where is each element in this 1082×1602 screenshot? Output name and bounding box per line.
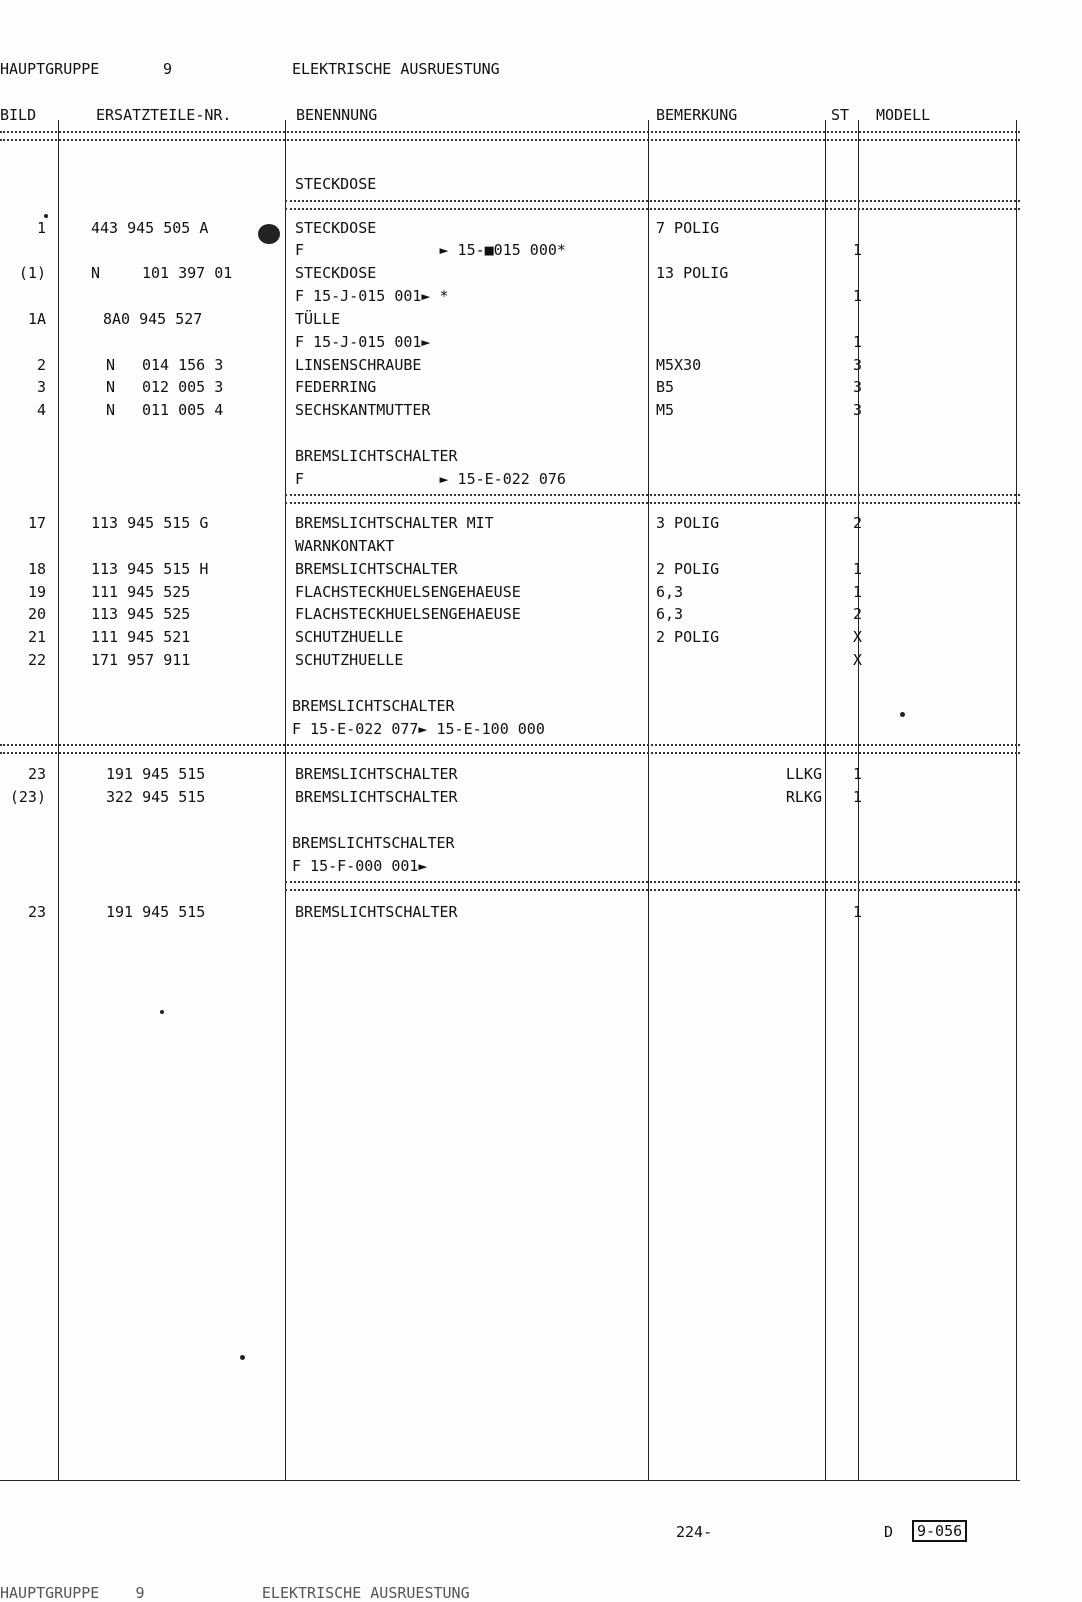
quantity: 1 xyxy=(852,560,862,578)
bild: 1A xyxy=(27,310,46,328)
remark: 13 POLIG xyxy=(656,264,729,282)
section-separator xyxy=(285,881,1020,891)
part-number: 113 945 525 xyxy=(91,605,191,623)
scan-speck xyxy=(258,224,280,244)
production-range: F 15-J-015 001► * xyxy=(295,287,449,305)
header-separator xyxy=(0,131,1020,141)
part-name: SCHUTZHUELLE xyxy=(295,628,404,646)
part-name: BREMSLICHTSCHALTER xyxy=(295,903,458,921)
bild: 19 xyxy=(27,583,46,601)
table-row xyxy=(0,356,1082,379)
col-header-part-no: ERSATZTEILE-NR. xyxy=(96,106,232,124)
col-header-name: BENENNUNG xyxy=(296,106,378,124)
table-row xyxy=(0,333,1082,356)
part-number: 011 005 4 xyxy=(142,401,224,419)
part-name: STECKDOSE xyxy=(295,264,377,282)
bild: 1 xyxy=(36,219,46,237)
remark: M5X30 xyxy=(656,356,702,374)
group-label: HAUPTGRUPPE xyxy=(0,60,100,78)
table-row xyxy=(0,788,1082,811)
section-separator xyxy=(285,494,1020,504)
bild: 2 xyxy=(36,356,46,374)
table-row xyxy=(0,560,1082,583)
table-row xyxy=(0,219,1082,242)
part-name: BREMSLICHTSCHALTER xyxy=(295,765,458,783)
part-name: SECHSKANTMUTTER xyxy=(295,401,431,419)
production-range: F ► 15-■015 000* xyxy=(295,241,566,259)
quantity: 1 xyxy=(852,788,862,806)
table-row xyxy=(0,651,1082,674)
section-subtitle: F 15-E-022 077► 15-E-100 000 xyxy=(292,720,545,738)
quantity: 1 xyxy=(852,765,862,783)
scan-speck xyxy=(44,214,48,218)
bild: 23 xyxy=(27,765,46,783)
quantity: X xyxy=(852,628,862,646)
bild: (1) xyxy=(18,264,46,282)
part-prefix: N xyxy=(106,401,116,419)
part-name: SCHUTZHUELLE xyxy=(295,651,404,669)
next-page-header: HAUPTGRUPPE 9 ELEKTRISCHE AUSRUESTUNG xyxy=(0,1584,470,1602)
page-number: 224- xyxy=(676,1523,713,1541)
table-row xyxy=(0,310,1082,333)
quantity: 1 xyxy=(852,241,862,259)
quantity: 3 xyxy=(852,401,862,419)
quantity: X xyxy=(852,651,862,669)
part-number: 014 156 3 xyxy=(142,356,224,374)
bild: 3 xyxy=(36,378,46,396)
quantity: 3 xyxy=(852,378,862,396)
col-header-qty: ST xyxy=(831,106,850,124)
bild: 18 xyxy=(27,560,46,578)
side-code: LLKG xyxy=(785,765,822,783)
remark: B5 xyxy=(656,378,675,396)
table-row xyxy=(0,514,1082,537)
group-number: 9 xyxy=(163,60,173,78)
part-number: 191 945 515 xyxy=(106,765,206,783)
bild: 4 xyxy=(36,401,46,419)
table-row xyxy=(0,537,1082,560)
part-name: STECKDOSE xyxy=(295,219,377,237)
quantity: 1 xyxy=(852,583,862,601)
bild: 20 xyxy=(27,605,46,623)
remark: 2 POLIG xyxy=(656,560,720,578)
remark: 3 POLIG xyxy=(656,514,720,532)
table-row xyxy=(0,903,1082,926)
bottom-rule xyxy=(0,1480,1020,1481)
section-subtitle: F ► 15-E-022 076 xyxy=(295,470,566,488)
quantity: 2 xyxy=(852,605,862,623)
remark: 2 POLIG xyxy=(656,628,720,646)
part-number: 012 005 3 xyxy=(142,378,224,396)
bild: 22 xyxy=(27,651,46,669)
section-title: BREMSLICHTSCHALTER xyxy=(292,697,455,715)
part-name: BREMSLICHTSCHALTER MIT xyxy=(295,514,494,532)
part-name: TÜLLE xyxy=(295,310,341,328)
part-name-continued: WARNKONTAKT xyxy=(295,537,395,555)
section-title: BREMSLICHTSCHALTER xyxy=(292,834,455,852)
quantity: 3 xyxy=(852,356,862,374)
remark: M5 xyxy=(656,401,675,419)
part-number: 111 945 525 xyxy=(91,583,191,601)
bild: 21 xyxy=(27,628,46,646)
col-header-remark: BEMERKUNG xyxy=(656,106,738,124)
table-row xyxy=(0,287,1082,310)
table-row xyxy=(0,583,1082,606)
part-number: 113 945 515 G xyxy=(91,514,209,532)
remark: 6,3 xyxy=(656,583,684,601)
part-prefix: N xyxy=(91,264,101,282)
bild: 23 xyxy=(27,903,46,921)
table-row xyxy=(0,241,1082,264)
col-header-model: MODELL xyxy=(876,106,931,124)
part-number: 111 945 521 xyxy=(91,628,191,646)
part-number: 322 945 515 xyxy=(106,788,206,806)
section-title: BREMSLICHTSCHALTER xyxy=(295,447,458,465)
remark: 7 POLIG xyxy=(656,219,720,237)
part-number: 171 957 911 xyxy=(91,651,191,669)
scan-speck xyxy=(900,712,905,717)
page-reference: 9-056 xyxy=(912,1520,967,1542)
part-prefix: N xyxy=(106,356,116,374)
section-title: STECKDOSE xyxy=(295,175,377,193)
production-range: F 15-J-015 001► xyxy=(295,333,431,351)
section-subtitle: F 15-F-000 001► xyxy=(292,857,428,875)
table-row xyxy=(0,628,1082,651)
part-name: LINSENSCHRAUBE xyxy=(295,356,422,374)
side-code: RLKG xyxy=(785,788,822,806)
group-title: ELEKTRISCHE AUSRUESTUNG xyxy=(292,60,500,78)
quantity: 1 xyxy=(852,287,862,305)
part-number: 113 945 515 H xyxy=(91,560,209,578)
bild: (23) xyxy=(9,788,46,806)
table-row xyxy=(0,378,1082,401)
part-name: BREMSLICHTSCHALTER xyxy=(295,788,458,806)
part-name: FEDERRING xyxy=(295,378,377,396)
section-separator xyxy=(0,744,1020,754)
quantity: 2 xyxy=(852,514,862,532)
part-number: 101 397 01 xyxy=(142,264,233,282)
scan-speck xyxy=(160,1010,164,1014)
bild: 17 xyxy=(27,514,46,532)
table-row xyxy=(0,401,1082,424)
table-row xyxy=(0,765,1082,788)
language-code: D xyxy=(884,1523,894,1541)
part-name: FLACHSTECKHUELSENGEHAEUSE xyxy=(295,583,521,601)
part-number: 443 945 505 A xyxy=(91,219,209,237)
table-row xyxy=(0,605,1082,628)
section-separator xyxy=(285,200,1020,210)
remark: 6,3 xyxy=(656,605,684,623)
quantity: 1 xyxy=(852,903,862,921)
part-number: 191 945 515 xyxy=(106,903,206,921)
quantity: 1 xyxy=(852,333,862,351)
part-number: 8A0 945 527 xyxy=(103,310,203,328)
col-header-bild: BILD xyxy=(0,106,37,124)
table-row xyxy=(0,264,1082,287)
part-name: FLACHSTECKHUELSENGEHAEUSE xyxy=(295,605,521,623)
part-name: BREMSLICHTSCHALTER xyxy=(295,560,458,578)
scan-speck xyxy=(240,1355,245,1360)
part-prefix: N xyxy=(106,378,116,396)
